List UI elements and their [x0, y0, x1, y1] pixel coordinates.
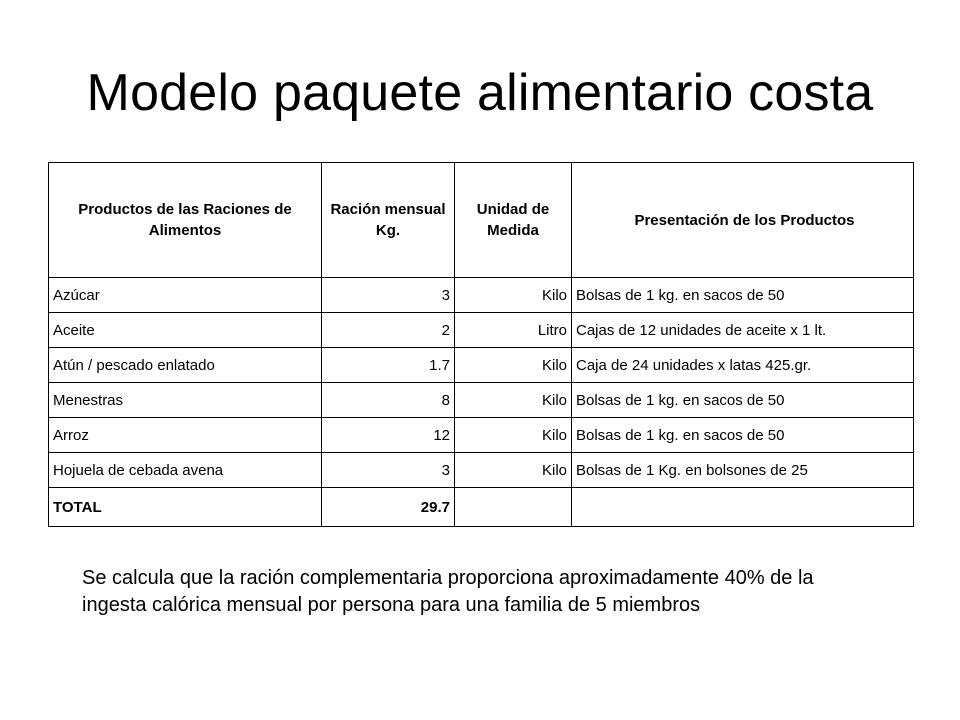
- cell-presentation: Cajas de 12 unidades de aceite x 1 lt.: [572, 313, 914, 348]
- cell-unit: Litro: [455, 313, 572, 348]
- table-row: [49, 313, 914, 348]
- table-row: [49, 453, 914, 488]
- total-row: [49, 488, 914, 527]
- cell-unit: Kilo: [455, 453, 572, 488]
- table-row: [49, 278, 914, 313]
- header-ration: Ración mensual Kg.: [322, 163, 455, 278]
- cell-product: Atún / pescado enlatado: [49, 348, 322, 383]
- cell-product: Aceite: [49, 313, 322, 348]
- cell-presentation: Bolsas de 1 kg. en sacos de 50: [572, 383, 914, 418]
- header-unit: Unidad de Medida: [455, 163, 572, 278]
- cell-product: Azúcar: [49, 278, 322, 313]
- table-row: [49, 418, 914, 453]
- total-label: TOTAL: [49, 488, 322, 527]
- cell-presentation: Bolsas de 1 Kg. en bolsones de 25: [572, 453, 914, 488]
- cell-ration: 8: [322, 383, 455, 418]
- cell-ration: 1.7: [322, 348, 455, 383]
- cell-presentation: Caja de 24 unidades x latas 425.gr.: [572, 348, 914, 383]
- cell-unit: Kilo: [455, 348, 572, 383]
- footnote: Se calcula que la ración complementaria proporciona aproximadamente 40% de la ingesta calórica mensual por persona para una familia de 5 miembros: [82, 567, 814, 616]
- cell-product: Hojuela de cebada avena: [49, 453, 322, 488]
- cell-unit: Kilo: [455, 278, 572, 313]
- table-header-row: [49, 163, 914, 278]
- cell-ration: 3: [322, 453, 455, 488]
- cell-presentation: Bolsas de 1 kg. en sacos de 50: [572, 418, 914, 453]
- ration-table: [48, 162, 914, 527]
- cell-ration: 3: [322, 278, 455, 313]
- cell-ration: 12: [322, 418, 455, 453]
- header-presentation: Presentación de los Productos: [572, 163, 914, 278]
- table-row: [49, 383, 914, 418]
- cell-product: Menestras: [49, 383, 322, 418]
- slide-title: Modelo paquete alimentario costa: [86, 64, 874, 122]
- header-products: Productos de las Raciones de Alimentos: [49, 163, 322, 278]
- cell-presentation: Bolsas de 1 kg. en sacos de 50: [572, 278, 914, 313]
- cell-unit: Kilo: [455, 383, 572, 418]
- cell-unit: Kilo: [455, 418, 572, 453]
- total-presentation: [572, 488, 914, 527]
- table-row: [49, 348, 914, 383]
- total-unit: [455, 488, 572, 527]
- total-value: 29.7: [322, 488, 455, 527]
- cell-ration: 2: [322, 313, 455, 348]
- cell-product: Arroz: [49, 418, 322, 453]
